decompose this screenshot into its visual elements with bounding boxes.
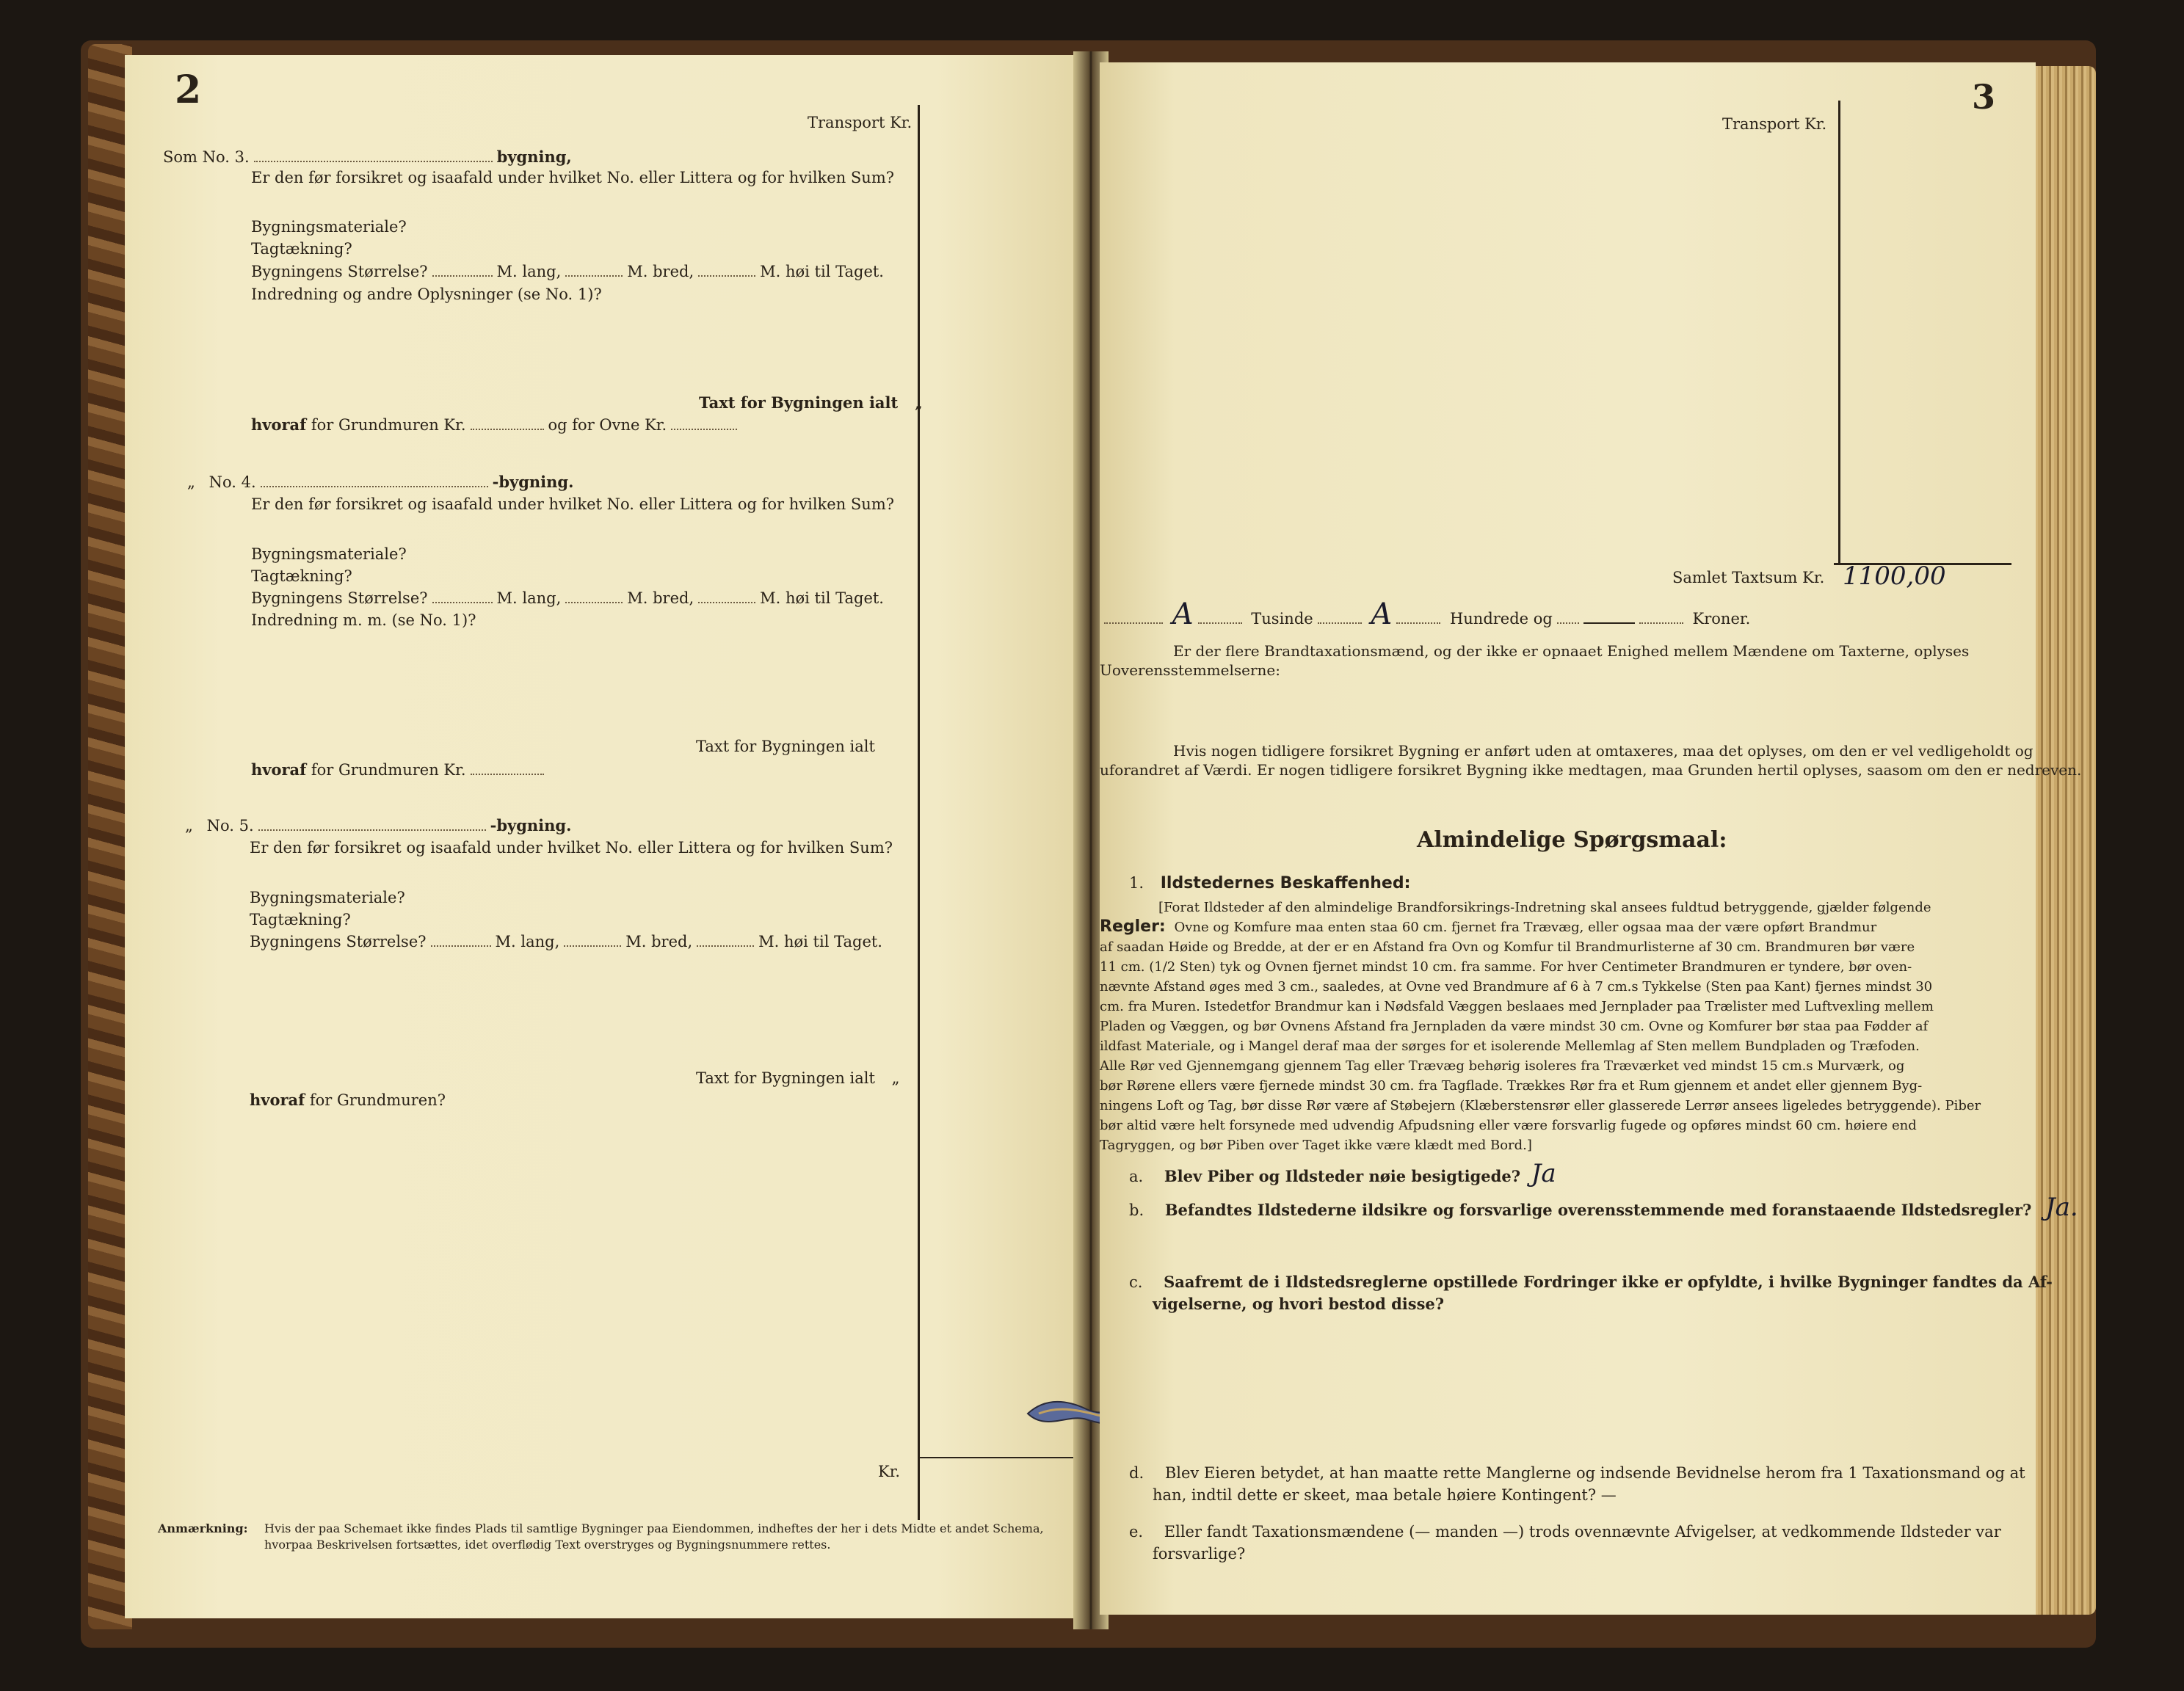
annotation-line-2: hvorpaa Beskrivelsen fortsættes, idet overflødig Text overstryges og Bygningsnummere rettes. <box>264 1538 831 1552</box>
building-4-height: M. høi til Taget. <box>760 589 884 607</box>
building-5-hvoraf: hvoraf <box>250 1091 305 1109</box>
qd-line-1: Blev Eieren betydet, at han maatte rette Manglerne og indsende Bevidnelse herom fra 1 Taxationsmand og at <box>1164 1464 2025 1482</box>
building-3-hvoraf: hvoraf <box>251 415 307 434</box>
building-5-question: Er den før forsikret og isaafald under hvilket No. eller Littera og for hvilken Sum? <box>250 839 893 857</box>
building-4-type: -bygning. <box>492 473 574 491</box>
regler-label: Regler: <box>1100 917 1166 936</box>
total-line <box>918 1457 1079 1458</box>
building-3-type: bygning, <box>496 148 572 166</box>
regler-line-5: nævnte Afstand øges med 3 cm., saaledes, at Ovne ved Brandmure af 6 à 7 cm.s Tykkelse (Sten paa Kant) fjernes mindst 30 <box>1100 979 1933 994</box>
building-5-taxt-quote: „ <box>891 1069 900 1087</box>
amount-column-line-right <box>1838 101 1840 563</box>
regler-line-10: bør Rørene ellers være fjernede mindst 30 cm. fra Tagflade. Trækkes Rør fra et Rum gjennem et andet eller gjennem Byg- <box>1100 1078 1923 1094</box>
building-5-roof: Tagtækning? <box>250 911 351 928</box>
qc-line-2: vigelserne, og hvori bestod disse? <box>1153 1295 1445 1313</box>
building-4-hvoraf: hvoraf <box>251 760 307 779</box>
page-number-left: 2 <box>175 68 202 112</box>
section-heading: Almindelige Spørgsmaal: <box>1417 827 1727 853</box>
samlet-taxtsum-value: 1100,00 <box>1843 561 1946 591</box>
regler-line-12: bør altid være helt forsynede med udvendig Afpudsning eller være forsvarlig fugede og opføres mindst 60 cm. høiere end <box>1100 1118 1917 1133</box>
amount-column-line-left <box>918 105 920 1520</box>
transport-label-right: Transport Kr. <box>1722 115 1827 133</box>
building-5-taxt-label: Taxt for Bygningen ialt <box>696 1069 875 1087</box>
annotation-label: Anmærkning: <box>158 1521 248 1535</box>
regler-line-2: Ovne og Komfure maa enten staa 60 cm. fjernet fra Trævæg, eller ogsaa maa der være opført Brandmur <box>1174 920 1877 935</box>
building-5-material: Bygningsmateriale? <box>250 889 405 906</box>
qe-line-1: Eller fandt Taxationsmændene (— manden —) trods ovennævnte Afvigelser, at vedkommende Ildsteder var <box>1164 1523 2001 1541</box>
building-5-length: M. lang, <box>495 933 560 950</box>
building-3-taxt-label: Taxt for Bygningen ialt <box>699 393 899 412</box>
building-5-ditto: „ <box>185 817 193 834</box>
building-3-ovne: og for Ovne Kr. <box>548 416 667 434</box>
tusinde-hand: A <box>1172 597 1194 631</box>
building-5-size: Bygningens Størrelse? <box>250 933 427 950</box>
total-kr-label: Kr. <box>878 1463 901 1480</box>
building-5-grundmuren: for Grundmuren? <box>309 1091 446 1109</box>
building-3-taxt-quote: „ <box>914 394 923 412</box>
building-3-question: Er den før forsikret og isaafald under hvilket No. eller Littera og for hvilken Sum? <box>251 169 894 186</box>
building-5-height: M. høi til Taget. <box>758 933 882 950</box>
building-3-grundmuren: for Grundmuren Kr. <box>311 416 466 434</box>
building-4-material: Bygningsmateriale? <box>251 545 407 563</box>
building-4-width: M. bred, <box>627 589 694 607</box>
qd-label: d. <box>1129 1464 1144 1482</box>
building-4-length: M. lang, <box>496 589 562 607</box>
left-page <box>125 55 1079 1618</box>
kroner-label: Kroner. <box>1692 610 1751 628</box>
regler-line-4: 11 cm. (1/2 Sten) tyk og Ovnen fjernet mindst 10 cm. fra samme. For hver Centimeter Brandmuren er tyndere, bør oven- <box>1100 959 1912 975</box>
building-4-size: Bygningens Størrelse? <box>251 589 428 607</box>
regler-line-11: ningens Loft og Tag, bør disse Rør være af Støbejern (Klæberstensrør eller glasserede Lerrør ansees ligeledes betryggende). Piber <box>1100 1098 1981 1113</box>
qe-label: e. <box>1129 1523 1144 1541</box>
building-4-number: No. 4. <box>208 473 256 491</box>
building-4-ditto: „ <box>187 473 195 491</box>
building-5-width: M. bred, <box>625 933 693 950</box>
right-page <box>1100 62 2082 1615</box>
building-3-width: M. bred, <box>627 263 694 280</box>
para1-line2: Uoverensstemmelserne: <box>1100 661 1280 679</box>
regler-line-1: [Forat Ildsteder af den almindelige Brandforsikrings-Indretning skal ansees fuldtud betryggende, gjælder følgende <box>1158 900 1931 915</box>
building-3-number: Som No. 3. <box>163 148 250 166</box>
qa-question: Blev Piber og Ildsteder nøie besigtigede? <box>1164 1167 1520 1185</box>
building-4-taxt-label: Taxt for Bygningen ialt <box>696 738 875 755</box>
qc-label: c. <box>1129 1273 1143 1291</box>
qb-answer: Ja. <box>2045 1193 2078 1222</box>
building-3-length: M. lang, <box>496 263 562 280</box>
building-4-interior: Indredning m. m. (se No. 1)? <box>251 611 476 629</box>
regler-line-13: Tagryggen, og bør Piben over Taget ikke være klædt med Bord.] <box>1100 1138 1532 1153</box>
building-3-height: M. høi til Taget. <box>760 263 884 280</box>
building-4-grundmuren: for Grundmuren Kr. <box>311 761 466 779</box>
para2-line1: Hvis nogen tidligere forsikret Bygning er anført uden at omtaxeres, maa det oplyses, om den er vel vedligeholdt og <box>1173 742 2034 760</box>
right-page-edge <box>2030 66 2096 1615</box>
samlet-taxtsum-label: Samlet Taxtsum Kr. <box>1672 569 1825 586</box>
qb-label: b. <box>1129 1201 1144 1219</box>
building-3-roof: Tagtækning? <box>251 240 352 258</box>
qb-question: Befandtes Ildstederne ildsikre og forsvarlige overensstemmende med foranstaaende Ildstedsregler? <box>1164 1201 2032 1219</box>
regler-line-8: ildfast Materiale, og i Mangel deraf maa der sørges for et isolerende Mellemlag af Sten mellem Bundpladen og Træfoden. <box>1100 1039 1920 1054</box>
building-5-type: -bygning. <box>490 816 572 834</box>
annotation-line-1: Hvis der paa Schemaet ikke findes Plads til samtlige Bygninger paa Eiendommen, indheftes der her i dets Midte et andet Schema, <box>264 1521 1044 1535</box>
regler-line-6: cm. fra Muren. Istedetfor Brandmur kan i Nødsfald Væggen beslaaes med Jernplader paa Trælister med Luftvexling mellem <box>1100 999 1934 1014</box>
building-3-interior: Indredning og andre Oplysninger (se No. 1)? <box>251 286 602 303</box>
para2-line2: uforandret af Værdi. Er nogen tidligere forsikret Bygning ikke medtagen, maa Grunden hertil oplyses, saasom om den er nedreven. <box>1100 761 2082 779</box>
tusinde-label: Tusinde <box>1251 610 1313 628</box>
qd-line-2: han, indtil dette er skeet, maa betale høiere Kontingent? — <box>1153 1486 1617 1504</box>
qc-line-1: Saafremt de i Ildstedsreglerne opstillede Fordringer ikke er opfyldte, i hvilke Bygninger fandtes da Af- <box>1164 1273 2053 1291</box>
hundrede-hand: A <box>1371 597 1393 631</box>
building-3-material: Bygningsmateriale? <box>251 218 407 236</box>
q1-title: Ildstedernes Beskaffenhed: <box>1160 874 1411 892</box>
regler-line-3: af saadan Høide og Bredde, at der er en Afstand fra Ovn og Komfur til Brandmurlisterne af 30 cm. Brandmuren bør være <box>1100 939 1915 955</box>
hundrede-label: Hundrede og <box>1449 610 1553 628</box>
building-5-number: No. 5. <box>206 817 254 834</box>
building-4-question: Er den før forsikret og isaafald under hvilket No. eller Littera og for hvilken Sum? <box>251 495 894 513</box>
page-number-right: 3 <box>1972 77 1996 117</box>
regler-line-9: Alle Rør ved Gjennemgang gjennem Tag eller Trævæg behørig isoleres fra Træværket ved mindst 15 cm.s Murværk, og <box>1100 1058 1905 1074</box>
regler-line-7: Pladen og Væggen, og bør Ovnens Afstand fra Jernpladen da være mindst 30 cm. Ovne og Komfurer bør staa paa Fødder af <box>1100 1019 1929 1034</box>
q1-number: 1. <box>1129 874 1144 892</box>
building-3-size: Bygningens Størrelse? <box>251 263 428 280</box>
qe-line-2: forsvarlige? <box>1153 1545 1246 1563</box>
building-4-roof: Tagtækning? <box>251 567 352 585</box>
para1-line1: Er der flere Brandtaxationsmænd, og der ikke er opnaaet Enighed mellem Mændene om Taxterne, oplyses <box>1173 642 1970 660</box>
qa-label: a. <box>1129 1168 1144 1185</box>
qa-answer: Ja <box>1531 1159 1556 1188</box>
transport-label-left: Transport Kr. <box>808 114 913 131</box>
